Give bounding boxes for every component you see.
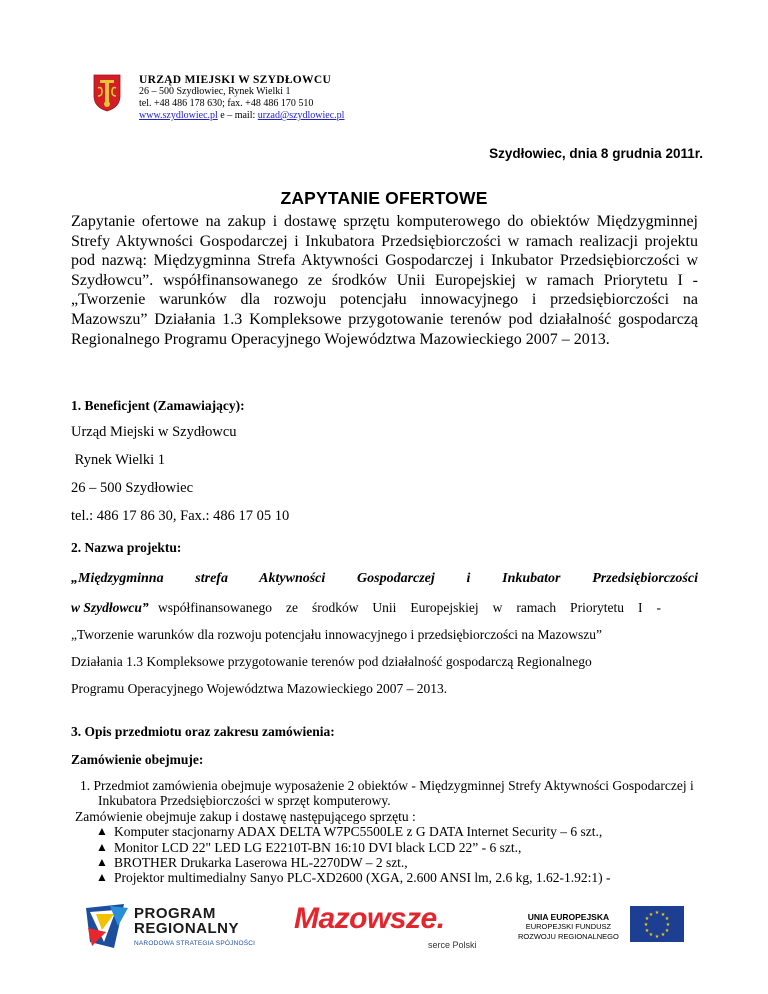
order-item-1: 1. Przedmiot zamówienia obejmuje wyposażenie 2 obiektów - Międzygminnej Strefy Aktywności Gospodarczej i Inkubatora Przedsiębiorczości w sprzęt komputerowy. xyxy=(80,778,694,809)
cofinance-text: współfinansowanego ze środków Unii Europejskiej w ramach Priorytetu I - xyxy=(158,600,662,615)
svg-text:★: ★ xyxy=(660,932,666,938)
bullet-triangle-icon: ▲ xyxy=(96,870,108,885)
svg-text:★: ★ xyxy=(664,928,670,934)
footer-logos xyxy=(0,900,768,960)
intro-paragraph: Zapytanie ofertowe na zakup i dostawę sprzętu komputerowego do obiektów Międzygminnej Strefy Aktywności Gospodarczej i Inkubatora Przedsiębiorczości w ramach realizacji projektu pod nazwą: Międzygminna Strefa Aktywności Gospodarczej i Inkubator Przedsiębiorczości w Szydłowcu”. współfinansowanego ze środków Unii Europejskiej w ramach Priorytetu I - „Tworzenie warunków dla rozwoju potencjału innowacyjnego i przedsiębiorczości na Mazowszu” Działania 1.3 Kompleksowe przygotowanie terenów pod działalność gospodarczą Regionalnego Programu Operacyjnego Województwa Mazowieckiego 2007 – 2013. xyxy=(71,213,698,348)
email-link[interactable]: urzad@szydlowiec.pl xyxy=(257,110,345,121)
list-item: ▲ Komputer stacjonarny ADAX DELTA W7PC5500LE z G DATA Internet Security – 6 szt., xyxy=(96,824,603,840)
beneficiary-line: tel.: 486 17 86 30, Fax.: 486 17 05 10 xyxy=(71,508,290,524)
svg-text:★: ★ xyxy=(644,916,650,922)
svg-text:★: ★ xyxy=(654,910,660,916)
svg-text:★: ★ xyxy=(644,928,650,934)
svg-text:★: ★ xyxy=(665,922,671,928)
program-regionalny-logo-icon xyxy=(84,902,130,950)
list-item: ▲ Projektor multimedialny Sanyo PLC-XD2600 (XGA, 2.600 ANSI lm, 2.6 kg, 1.62-1.92:1) - xyxy=(96,870,611,886)
program-regionalny-text: PROGRAM REGIONALNY NARODOWA STRATEGIA SPÓJNOŚCI xyxy=(134,905,256,947)
section2-heading: 2. Nazwa projektu: xyxy=(71,540,182,555)
section1-heading: 1. Beneficjent (Zamawiający): xyxy=(71,398,245,413)
bullet-triangle-icon: ▲ xyxy=(96,824,108,839)
project-name-line2 xyxy=(71,600,698,616)
svg-text:★: ★ xyxy=(648,912,654,918)
svg-text:★: ★ xyxy=(648,932,654,938)
svg-text:★: ★ xyxy=(660,912,666,918)
project-desc-line: Programu Operacyjnego Województwa Mazowieckiego 2007 – 2013. xyxy=(71,681,448,696)
bullet-triangle-icon: ▲ xyxy=(96,855,108,870)
town-crest-icon xyxy=(93,74,121,112)
email-prefix: e – mail: xyxy=(220,110,256,121)
mazowsze-logo: Mazowsze. xyxy=(294,902,445,935)
eu-flag-icon xyxy=(630,906,684,942)
beneficiary-line: 26 – 500 Szydłowiec xyxy=(71,480,194,496)
date-line: Szydłowiec, dnia 8 grudnia 2011r. xyxy=(489,146,703,161)
document-title: ZAPYTANIE OFERTOWE xyxy=(280,188,488,208)
svg-text:★: ★ xyxy=(664,916,670,922)
section3-subheading: Zamówienie obejmuje: xyxy=(71,752,204,767)
eu-fund-text: UNIA EUROPEJSKA EUROPEJSKI FUNDUSZ ROZWOJU REGIONALNEGO xyxy=(518,912,619,941)
mazowsze-tagline: serce Polski xyxy=(428,940,477,950)
beneficiary-line: Rynek Wielki 1 xyxy=(71,452,166,468)
beneficiary-line: Urząd Miejski w Szydłowcu xyxy=(71,424,237,440)
project-desc-line: „Tworzenie warunków dla rozwoju potencjału innowacyjnego i przedsiębiorczości na Mazowszu” xyxy=(71,627,602,642)
letterhead xyxy=(139,74,344,122)
list-item: ▲ Monitor LCD 22" LED LG E2210T-BN 16:10 DVI black LCD 22” - 6 szt., xyxy=(96,839,522,855)
svg-text:★: ★ xyxy=(643,922,649,928)
office-address: 26 – 500 Szydłowiec, Rynek Wielki 1 xyxy=(139,86,291,97)
project-desc-line: Działania 1.3 Kompleksowe przygotowanie terenów pod działalność gospodarczą Regionalnego xyxy=(71,654,592,669)
website-link[interactable]: www.szydlowiec.pl xyxy=(139,110,218,121)
bullet-triangle-icon: ▲ xyxy=(96,839,108,854)
office-phone-fax: tel. +48 486 178 630; fax. +48 486 170 510 xyxy=(139,98,314,109)
office-name: URZĄD MIEJSKI W SZYDŁOWCU xyxy=(139,74,332,86)
svg-text:★: ★ xyxy=(654,934,660,940)
order-item-1-sub: Zamówienie obejmuje zakup i dostawę następującego sprzętu : xyxy=(75,808,416,824)
project-name-end: w Szydłowcu” xyxy=(71,600,149,615)
section3-heading: 3. Opis przedmiotu oraz zakresu zamówienia: xyxy=(71,724,335,739)
list-item: ▲ BROTHER Drukarka Laserowa HL-2270DW – 2 szt., xyxy=(96,855,408,871)
project-name-line1: „Międzygminna strefa Aktywności Gospodarczej i Inkubator Przedsiębiorczości xyxy=(71,571,698,586)
order-list xyxy=(71,778,711,886)
